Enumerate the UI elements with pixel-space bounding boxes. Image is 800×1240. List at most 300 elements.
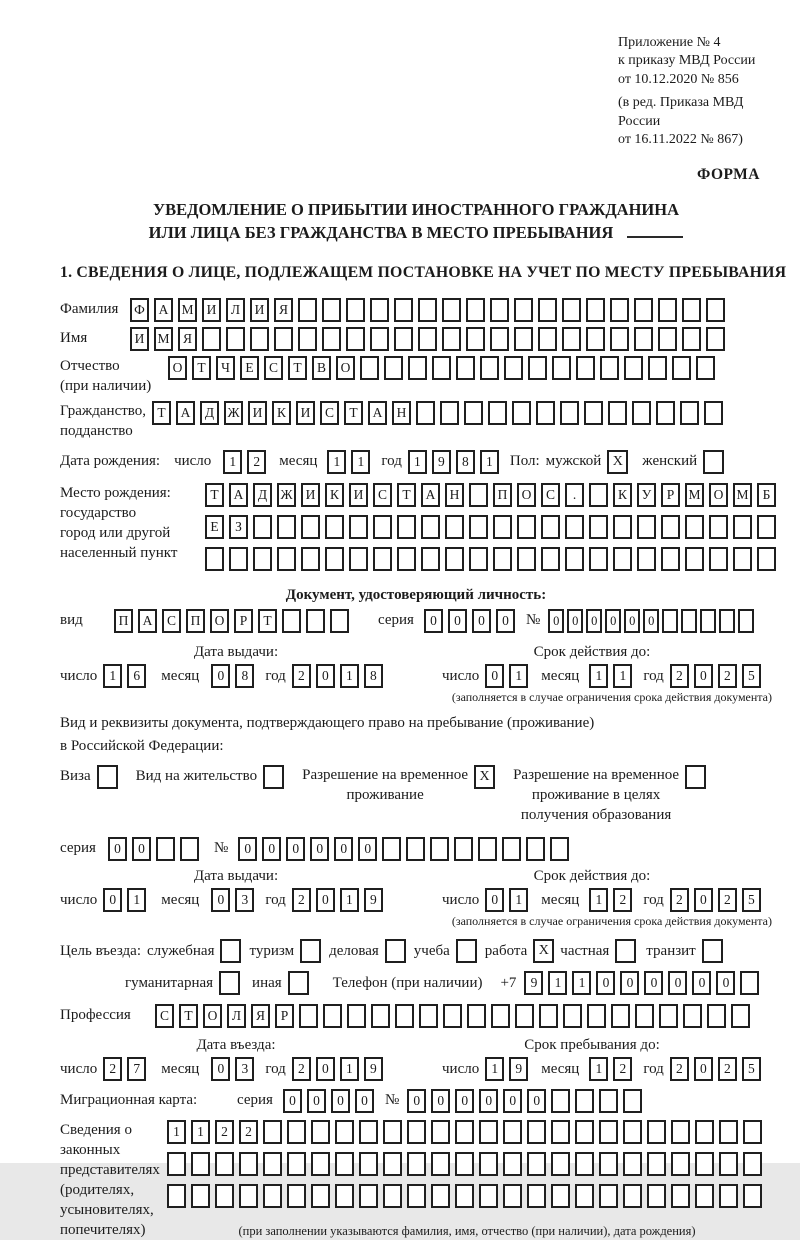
char-cell[interactable]: Я — [274, 298, 293, 322]
char-cell[interactable] — [445, 515, 464, 539]
char-cell[interactable]: 0 — [716, 971, 735, 995]
char-cell[interactable] — [551, 1184, 570, 1208]
char-cell[interactable]: 3 — [235, 1057, 254, 1081]
char-cell[interactable]: 1 — [548, 971, 567, 995]
char-cell[interactable]: И — [130, 327, 149, 351]
char-cell[interactable] — [696, 356, 715, 380]
char-cell[interactable]: 9 — [509, 1057, 528, 1081]
char-cell[interactable]: 2 — [718, 1057, 737, 1081]
char-cell[interactable] — [503, 1120, 522, 1144]
char-cell[interactable] — [330, 609, 349, 633]
char-cell[interactable] — [408, 356, 427, 380]
char-cell[interactable]: А — [176, 401, 195, 425]
char-cell[interactable]: П — [186, 609, 205, 633]
char-cell[interactable] — [634, 327, 653, 351]
char-cell[interactable] — [335, 1120, 354, 1144]
char-cell[interactable] — [719, 1120, 738, 1144]
char-cell[interactable]: 2 — [292, 1057, 311, 1081]
char-cell[interactable] — [661, 515, 680, 539]
char-cell[interactable]: С — [320, 401, 339, 425]
char-cell[interactable]: 0 — [624, 609, 640, 633]
char-cell[interactable]: И — [296, 401, 315, 425]
char-cell[interactable] — [576, 356, 595, 380]
char-cell[interactable] — [191, 1152, 210, 1176]
char-cell[interactable] — [658, 298, 677, 322]
char-cell[interactable]: 0 — [211, 888, 230, 912]
char-cell[interactable] — [383, 1152, 402, 1176]
char-cell[interactable]: 5 — [742, 1057, 761, 1081]
char-cell[interactable]: Р — [661, 483, 680, 507]
char-cell[interactable] — [527, 1184, 546, 1208]
char-cell[interactable] — [479, 1184, 498, 1208]
char-cell[interactable]: Е — [240, 356, 259, 380]
char-cell[interactable]: 9 — [432, 450, 451, 474]
char-cell[interactable] — [384, 356, 403, 380]
char-cell[interactable] — [383, 1184, 402, 1208]
char-cell[interactable]: 0 — [605, 609, 621, 633]
char-cell[interactable] — [382, 837, 401, 861]
char-cell[interactable] — [277, 515, 296, 539]
char-cell[interactable] — [634, 298, 653, 322]
char-cell[interactable]: С — [373, 483, 392, 507]
char-cell[interactable]: 0 — [455, 1089, 474, 1113]
char-cell[interactable] — [536, 401, 555, 425]
char-cell[interactable] — [562, 298, 581, 322]
char-cell[interactable] — [239, 1152, 258, 1176]
char-cell[interactable]: Т — [258, 609, 277, 633]
char-cell[interactable] — [551, 1152, 570, 1176]
char-cell[interactable] — [416, 401, 435, 425]
char-cell[interactable] — [587, 1004, 606, 1028]
char-cell[interactable] — [322, 298, 341, 322]
char-cell[interactable]: 0 — [496, 609, 515, 633]
char-cell[interactable]: 0 — [307, 1089, 326, 1113]
char-cell[interactable]: 0 — [407, 1089, 426, 1113]
char-cell[interactable] — [527, 1120, 546, 1144]
char-cell[interactable] — [682, 327, 701, 351]
char-cell[interactable]: 0 — [103, 888, 122, 912]
char-cell[interactable] — [301, 547, 320, 571]
char-cell[interactable] — [282, 609, 301, 633]
char-cell[interactable] — [586, 327, 605, 351]
char-cell[interactable]: 0 — [644, 971, 663, 995]
char-cell[interactable] — [443, 1004, 462, 1028]
char-cell[interactable]: 1 — [480, 450, 499, 474]
char-cell[interactable]: 9 — [364, 1057, 383, 1081]
char-cell[interactable]: В — [312, 356, 331, 380]
char-cell[interactable] — [672, 356, 691, 380]
char-cell[interactable] — [464, 401, 483, 425]
char-cell[interactable] — [757, 515, 776, 539]
char-cell[interactable] — [394, 327, 413, 351]
char-cell[interactable]: Н — [392, 401, 411, 425]
char-cell[interactable]: 0 — [316, 1057, 335, 1081]
char-cell[interactable] — [541, 547, 560, 571]
char-cell[interactable] — [613, 547, 632, 571]
char-cell[interactable] — [406, 837, 425, 861]
purpose-work-checkbox[interactable]: X — [533, 939, 554, 963]
char-cell[interactable]: 0 — [548, 609, 564, 633]
char-cell[interactable]: Т — [179, 1004, 198, 1028]
char-cell[interactable]: 1 — [572, 971, 591, 995]
char-cell[interactable]: 8 — [364, 664, 383, 688]
char-cell[interactable] — [454, 837, 473, 861]
char-cell[interactable]: 0 — [668, 971, 687, 995]
char-cell[interactable] — [671, 1120, 690, 1144]
char-cell[interactable] — [599, 1089, 618, 1113]
char-cell[interactable]: 0 — [331, 1089, 350, 1113]
char-cell[interactable] — [611, 1004, 630, 1028]
char-cell[interactable]: 8 — [456, 450, 475, 474]
char-cell[interactable] — [695, 1120, 714, 1144]
char-cell[interactable]: Б — [757, 483, 776, 507]
char-cell[interactable] — [658, 327, 677, 351]
char-cell[interactable]: Я — [251, 1004, 270, 1028]
char-cell[interactable] — [493, 547, 512, 571]
char-cell[interactable]: 1 — [191, 1120, 210, 1144]
char-cell[interactable] — [287, 1120, 306, 1144]
char-cell[interactable]: М — [733, 483, 752, 507]
char-cell[interactable]: 1 — [485, 1057, 504, 1081]
char-cell[interactable] — [599, 1184, 618, 1208]
char-cell[interactable] — [514, 327, 533, 351]
char-cell[interactable] — [565, 515, 584, 539]
char-cell[interactable]: 0 — [283, 1089, 302, 1113]
char-cell[interactable]: 0 — [211, 664, 230, 688]
char-cell[interactable] — [575, 1089, 594, 1113]
char-cell[interactable] — [685, 547, 704, 571]
char-cell[interactable] — [469, 483, 488, 507]
char-cell[interactable]: 2 — [247, 450, 266, 474]
char-cell[interactable] — [397, 515, 416, 539]
char-cell[interactable] — [527, 1152, 546, 1176]
char-cell[interactable] — [156, 837, 175, 861]
char-cell[interactable] — [167, 1184, 186, 1208]
char-cell[interactable] — [493, 515, 512, 539]
char-cell[interactable] — [488, 401, 507, 425]
char-cell[interactable]: 0 — [503, 1089, 522, 1113]
char-cell[interactable] — [560, 401, 579, 425]
char-cell[interactable]: 2 — [718, 888, 737, 912]
char-cell[interactable]: 0 — [485, 664, 504, 688]
edu-residence-checkbox[interactable] — [685, 765, 706, 789]
char-cell[interactable] — [359, 1120, 378, 1144]
purpose-tourism-checkbox[interactable] — [300, 939, 321, 963]
char-cell[interactable]: О — [203, 1004, 222, 1028]
char-cell[interactable]: 0 — [108, 837, 127, 861]
char-cell[interactable]: 0 — [472, 609, 491, 633]
female-checkbox[interactable] — [703, 450, 724, 474]
char-cell[interactable]: 1 — [589, 1057, 608, 1081]
char-cell[interactable] — [613, 515, 632, 539]
char-cell[interactable]: 0 — [424, 609, 443, 633]
char-cell[interactable] — [610, 327, 629, 351]
char-cell[interactable] — [490, 327, 509, 351]
char-cell[interactable]: Р — [275, 1004, 294, 1028]
char-cell[interactable] — [600, 356, 619, 380]
char-cell[interactable] — [323, 1004, 342, 1028]
char-cell[interactable]: 0 — [334, 837, 353, 861]
char-cell[interactable]: Т — [344, 401, 363, 425]
char-cell[interactable] — [466, 327, 485, 351]
char-cell[interactable]: Н — [445, 483, 464, 507]
char-cell[interactable]: Т — [288, 356, 307, 380]
char-cell[interactable] — [407, 1152, 426, 1176]
char-cell[interactable] — [757, 547, 776, 571]
char-cell[interactable]: А — [229, 483, 248, 507]
char-cell[interactable]: 9 — [524, 971, 543, 995]
char-cell[interactable]: И — [248, 401, 267, 425]
char-cell[interactable]: 2 — [613, 1057, 632, 1081]
char-cell[interactable] — [704, 401, 723, 425]
char-cell[interactable] — [205, 547, 224, 571]
char-cell[interactable] — [370, 327, 389, 351]
char-cell[interactable] — [503, 1152, 522, 1176]
char-cell[interactable]: Ж — [277, 483, 296, 507]
char-cell[interactable]: 0 — [485, 888, 504, 912]
char-cell[interactable] — [719, 609, 735, 633]
char-cell[interactable] — [467, 1004, 486, 1028]
char-cell[interactable]: 1 — [340, 1057, 359, 1081]
char-cell[interactable] — [551, 1120, 570, 1144]
char-cell[interactable] — [659, 1004, 678, 1028]
char-cell[interactable] — [431, 1184, 450, 1208]
char-cell[interactable] — [407, 1120, 426, 1144]
char-cell[interactable] — [215, 1152, 234, 1176]
char-cell[interactable]: Д — [253, 483, 272, 507]
char-cell[interactable] — [575, 1120, 594, 1144]
char-cell[interactable]: 0 — [694, 888, 713, 912]
char-cell[interactable]: И — [349, 483, 368, 507]
char-cell[interactable]: О — [517, 483, 536, 507]
char-cell[interactable] — [584, 401, 603, 425]
char-cell[interactable] — [455, 1120, 474, 1144]
char-cell[interactable]: 0 — [692, 971, 711, 995]
char-cell[interactable]: 0 — [527, 1089, 546, 1113]
char-cell[interactable]: Т — [397, 483, 416, 507]
char-cell[interactable] — [277, 547, 296, 571]
char-cell[interactable]: К — [325, 483, 344, 507]
char-cell[interactable] — [562, 327, 581, 351]
char-cell[interactable]: 0 — [310, 837, 329, 861]
char-cell[interactable]: М — [685, 483, 704, 507]
char-cell[interactable] — [373, 547, 392, 571]
char-cell[interactable]: Ж — [224, 401, 243, 425]
char-cell[interactable]: М — [154, 327, 173, 351]
char-cell[interactable]: А — [138, 609, 157, 633]
char-cell[interactable]: 2 — [670, 888, 689, 912]
char-cell[interactable] — [491, 1004, 510, 1028]
char-cell[interactable] — [421, 515, 440, 539]
char-cell[interactable] — [565, 547, 584, 571]
char-cell[interactable]: Р — [234, 609, 253, 633]
char-cell[interactable]: 2 — [215, 1120, 234, 1144]
char-cell[interactable]: 0 — [286, 837, 305, 861]
char-cell[interactable] — [298, 298, 317, 322]
char-cell[interactable]: С — [541, 483, 560, 507]
char-cell[interactable] — [563, 1004, 582, 1028]
char-cell[interactable]: 0 — [355, 1089, 374, 1113]
char-cell[interactable] — [502, 837, 521, 861]
char-cell[interactable]: 0 — [694, 664, 713, 688]
char-cell[interactable]: 2 — [670, 664, 689, 688]
purpose-official-checkbox[interactable] — [220, 939, 241, 963]
char-cell[interactable]: 0 — [596, 971, 615, 995]
char-cell[interactable]: 7 — [127, 1057, 146, 1081]
char-cell[interactable] — [431, 1120, 450, 1144]
char-cell[interactable] — [239, 1184, 258, 1208]
char-cell[interactable] — [589, 483, 608, 507]
char-cell[interactable] — [599, 1152, 618, 1176]
char-cell[interactable] — [335, 1152, 354, 1176]
char-cell[interactable] — [623, 1120, 642, 1144]
char-cell[interactable] — [466, 298, 485, 322]
male-checkbox[interactable]: X — [607, 450, 628, 474]
char-cell[interactable] — [661, 547, 680, 571]
char-cell[interactable]: 2 — [103, 1057, 122, 1081]
char-cell[interactable] — [589, 547, 608, 571]
char-cell[interactable]: 0 — [262, 837, 281, 861]
char-cell[interactable]: А — [154, 298, 173, 322]
char-cell[interactable] — [445, 547, 464, 571]
char-cell[interactable] — [469, 547, 488, 571]
char-cell[interactable] — [359, 1184, 378, 1208]
char-cell[interactable] — [514, 298, 533, 322]
char-cell[interactable] — [707, 1004, 726, 1028]
char-cell[interactable] — [503, 1184, 522, 1208]
char-cell[interactable]: И — [202, 298, 221, 322]
char-cell[interactable]: Ф — [130, 298, 149, 322]
char-cell[interactable] — [479, 1120, 498, 1144]
purpose-other-checkbox[interactable] — [288, 971, 309, 995]
char-cell[interactable] — [191, 1184, 210, 1208]
char-cell[interactable]: 0 — [694, 1057, 713, 1081]
char-cell[interactable] — [683, 1004, 702, 1028]
char-cell[interactable] — [253, 547, 272, 571]
char-cell[interactable] — [700, 609, 716, 633]
char-cell[interactable] — [682, 298, 701, 322]
char-cell[interactable] — [370, 298, 389, 322]
char-cell[interactable] — [695, 1152, 714, 1176]
char-cell[interactable] — [706, 298, 725, 322]
char-cell[interactable] — [731, 1004, 750, 1028]
char-cell[interactable] — [608, 401, 627, 425]
char-cell[interactable] — [469, 515, 488, 539]
char-cell[interactable]: 2 — [718, 664, 737, 688]
char-cell[interactable] — [306, 609, 325, 633]
char-cell[interactable]: Л — [227, 1004, 246, 1028]
char-cell[interactable] — [335, 1184, 354, 1208]
char-cell[interactable] — [623, 1152, 642, 1176]
char-cell[interactable] — [263, 1184, 282, 1208]
char-cell[interactable]: 0 — [448, 609, 467, 633]
char-cell[interactable] — [538, 298, 557, 322]
char-cell[interactable] — [301, 515, 320, 539]
char-cell[interactable] — [552, 356, 571, 380]
char-cell[interactable]: 0 — [431, 1089, 450, 1113]
char-cell[interactable] — [517, 547, 536, 571]
char-cell[interactable] — [671, 1184, 690, 1208]
char-cell[interactable] — [263, 1120, 282, 1144]
char-cell[interactable] — [263, 1152, 282, 1176]
char-cell[interactable] — [685, 515, 704, 539]
purpose-humanitarian-checkbox[interactable] — [219, 971, 240, 995]
char-cell[interactable]: П — [114, 609, 133, 633]
char-cell[interactable]: И — [250, 298, 269, 322]
char-cell[interactable] — [346, 327, 365, 351]
char-cell[interactable]: 0 — [358, 837, 377, 861]
char-cell[interactable] — [709, 515, 728, 539]
char-cell[interactable] — [517, 515, 536, 539]
char-cell[interactable]: 0 — [316, 664, 335, 688]
char-cell[interactable] — [681, 609, 697, 633]
char-cell[interactable] — [647, 1184, 666, 1208]
char-cell[interactable]: 0 — [479, 1089, 498, 1113]
char-cell[interactable]: 1 — [327, 450, 346, 474]
char-cell[interactable]: 1 — [589, 888, 608, 912]
char-cell[interactable]: Т — [152, 401, 171, 425]
char-cell[interactable] — [490, 298, 509, 322]
char-cell[interactable] — [479, 1152, 498, 1176]
char-cell[interactable] — [298, 327, 317, 351]
char-cell[interactable]: 8 — [235, 664, 254, 688]
char-cell[interactable] — [515, 1004, 534, 1028]
char-cell[interactable]: 1 — [103, 664, 122, 688]
char-cell[interactable] — [287, 1184, 306, 1208]
temp-residence-checkbox[interactable]: X — [474, 765, 495, 789]
char-cell[interactable] — [635, 1004, 654, 1028]
char-cell[interactable]: 2 — [670, 1057, 689, 1081]
char-cell[interactable] — [442, 298, 461, 322]
char-cell[interactable]: 0 — [211, 1057, 230, 1081]
char-cell[interactable] — [637, 515, 656, 539]
char-cell[interactable]: 0 — [620, 971, 639, 995]
purpose-business-checkbox[interactable] — [385, 939, 406, 963]
char-cell[interactable]: А — [368, 401, 387, 425]
char-cell[interactable]: Л — [226, 298, 245, 322]
char-cell[interactable] — [274, 327, 293, 351]
char-cell[interactable]: М — [178, 298, 197, 322]
char-cell[interactable]: С — [162, 609, 181, 633]
purpose-study-checkbox[interactable] — [456, 939, 477, 963]
char-cell[interactable]: З — [229, 515, 248, 539]
char-cell[interactable] — [349, 547, 368, 571]
char-cell[interactable] — [504, 356, 523, 380]
char-cell[interactable] — [648, 356, 667, 380]
char-cell[interactable] — [371, 1004, 390, 1028]
char-cell[interactable] — [719, 1152, 738, 1176]
char-cell[interactable]: О — [709, 483, 728, 507]
char-cell[interactable]: 0 — [132, 837, 151, 861]
char-cell[interactable] — [322, 327, 341, 351]
char-cell[interactable]: С — [155, 1004, 174, 1028]
char-cell[interactable] — [167, 1152, 186, 1176]
char-cell[interactable] — [575, 1152, 594, 1176]
char-cell[interactable]: 1 — [408, 450, 427, 474]
char-cell[interactable]: 3 — [235, 888, 254, 912]
char-cell[interactable] — [229, 547, 248, 571]
char-cell[interactable]: 0 — [238, 837, 257, 861]
char-cell[interactable] — [662, 609, 678, 633]
visa-checkbox[interactable] — [97, 765, 118, 789]
char-cell[interactable] — [541, 515, 560, 539]
char-cell[interactable]: 5 — [742, 888, 761, 912]
char-cell[interactable]: Т — [192, 356, 211, 380]
char-cell[interactable]: 1 — [509, 888, 528, 912]
char-cell[interactable] — [624, 356, 643, 380]
char-cell[interactable] — [202, 327, 221, 351]
char-cell[interactable] — [394, 298, 413, 322]
